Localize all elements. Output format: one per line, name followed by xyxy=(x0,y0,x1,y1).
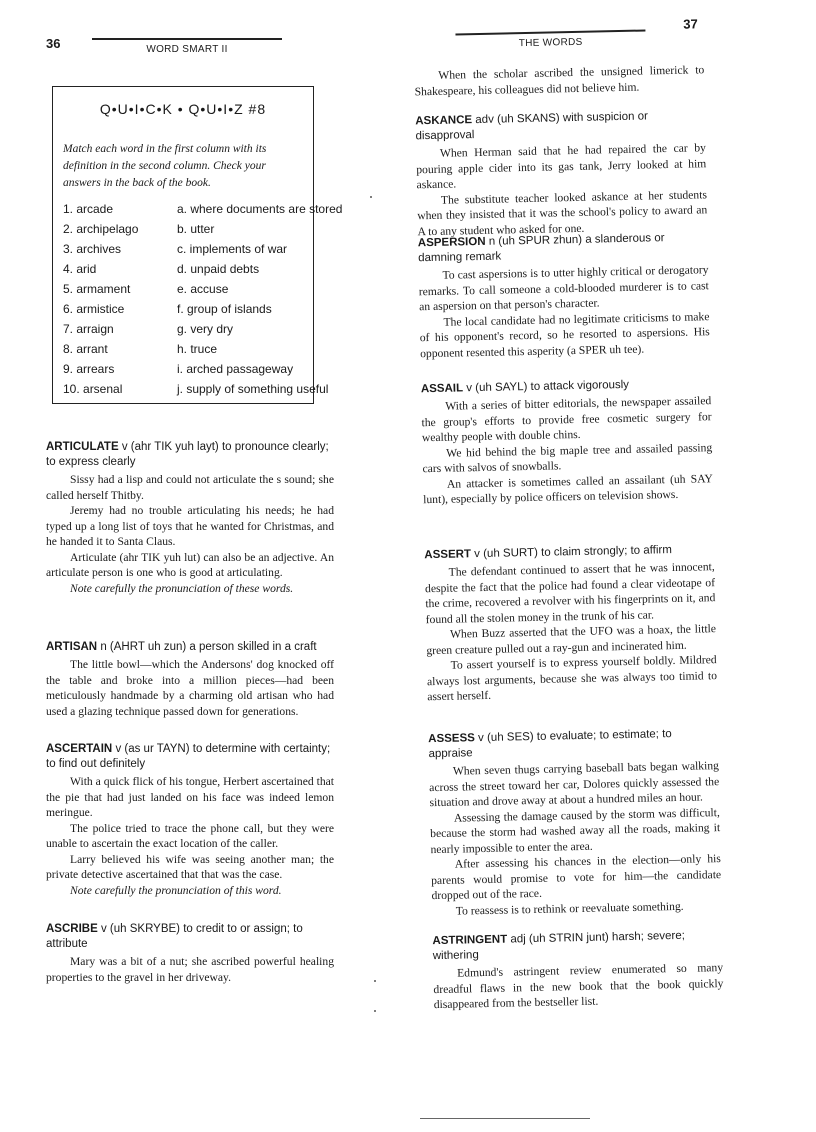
entry-note: To reassess is to rethink or reevaluate something. xyxy=(455,899,684,918)
entry-headword: ASKANCE xyxy=(415,114,473,128)
entry-definition: adv (uh SKANS) with suspicion or disapproval xyxy=(415,110,649,143)
entry-example: Assessing the damage caused by the storm was difficult, because the storm had washed away all the roads, making it nearly impossible to enter the area. xyxy=(430,805,721,856)
entry-assail xyxy=(421,376,714,508)
entry-example: We hid behind the big maple tree and assailed passing cars with salvos of snowballs. xyxy=(422,440,713,476)
quiz-definition: i. arched passageway xyxy=(177,362,294,376)
entry-headword: ARTISAN xyxy=(46,641,98,653)
quiz-word: 7. arraign xyxy=(63,322,114,336)
quiz-definition: e. accuse xyxy=(177,282,229,296)
entry-ascribe-continued xyxy=(414,62,705,99)
entry-example: Jeremy had no trouble articulating his needs; he had typed up a long list of toys that he wanted for Christmas, and he handed it to Santa Claus. xyxy=(46,504,334,548)
entry-aspersion xyxy=(418,230,711,361)
entry-example: With a quick flick of his tongue, Herbert ascertained that the pie that had just landed on his face was indeed lemon meringue. xyxy=(46,775,334,819)
quiz-definition: h. truce xyxy=(177,342,218,356)
entry-note: An attacker is sometimes called an assailant (uh SAY lunt), especially by police officers on television shows. xyxy=(423,471,713,507)
entry-astringent xyxy=(432,928,724,1013)
quiz-definition: b. utter xyxy=(177,222,215,236)
quiz-definition: f. group of islands xyxy=(177,302,272,316)
quiz-word: 6. armistice xyxy=(63,302,125,316)
quiz-definition: a. where documents are stored xyxy=(177,202,343,216)
entry-example: The defendant continued to assert that he was innocent, despite the fact that the police had found a clear videotape of the crime, recovered a revolver with his fingerprints on it, and found all the stolen money in the trunk of his car. xyxy=(424,560,716,626)
entry-definition: v (uh SKRYBE) to credit to or assign; to attribute xyxy=(46,923,303,950)
running-head-left: WORD SMART II xyxy=(146,44,228,55)
entry-headword: ASPERSION xyxy=(417,235,486,250)
entry-example: The local candidate had no legitimate criticisms to make of his opponent's record, so he resorted to aspersions. His opponent resented this asperity (a SPER uh tee). xyxy=(419,309,710,360)
page-number-right: 37 xyxy=(683,16,698,32)
entry-headword: ASCERTAIN xyxy=(46,743,113,755)
entry-headword: ASTRINGENT xyxy=(432,933,508,948)
entry-example: Mary was a bit of a nut; she ascribed powerful healing properties to the gravel in her driveway. xyxy=(46,955,334,984)
entry-definition: n (uh SPUR zhun) a slanderous or damning remark xyxy=(418,232,665,265)
entry-assert xyxy=(424,542,717,705)
entry-definition: n (AHRT uh zun) a person skilled in a craft xyxy=(100,641,317,653)
footer-rule xyxy=(420,1118,590,1119)
entry-note: Articulate (ahr TIK yuh lut) can also be an adjective. An articulate person is one who is good at articulating. xyxy=(46,550,334,579)
header-rule-right xyxy=(455,29,645,34)
entry-example: When seven thugs carrying baseball bats began walking across the street toward her car, Dolores quickly assessed the situation and drove away at about a hundred miles an hour. xyxy=(429,759,720,810)
entry-pronunciation-note: Note carefully the pronunciation of these words. xyxy=(70,581,294,595)
quiz-instructions: Match each word in the first column with its definition in the second column. Check your answers in the back of the book. xyxy=(63,143,267,189)
entry-example: When the scholar ascribed the unsigned limerick to Shakespeare, his colleagues did not believe him. xyxy=(414,63,705,98)
quiz-word: 2. archipelago xyxy=(63,222,139,236)
entry-definition: v (as ur TAYN) to determine with certainty; to find out definitely xyxy=(46,743,331,770)
entry-headword: ASCRIBE xyxy=(46,923,98,935)
entry-example: With a series of bitter editorials, the newspaper assailed the group's efforts to provide free cosmetic surgery for wealthy people with double chins. xyxy=(421,394,712,445)
entry-pronunciation-note: Note carefully the pronunciation of this word. xyxy=(70,883,282,897)
entry-example: When Buzz asserted that the UFO was a hoax, the little green creature pulled out a ray-gun and incinerated him. xyxy=(426,622,717,657)
entry-example: When Herman said that he had repaired the car by pouring apple cider into its gas tank, Jerry looked at him askance. xyxy=(416,141,707,192)
quiz-definition: d. unpaid debts xyxy=(177,262,260,276)
quiz-word: 9. arrears xyxy=(63,362,115,376)
entry-definition: v (ahr TIK yuh layt) to pronounce clearly; to express clearly xyxy=(46,441,329,468)
entry-definition: v (uh SES) to evaluate; to estimate; to appraise xyxy=(428,728,672,761)
quiz-word: 10. arsenal xyxy=(63,382,123,396)
entry-example: After assessing his chances in the election—only his parents would promise to vote for him—the candidate dropped out of the race. xyxy=(431,852,722,903)
entry-example: To cast aspersions is to utter highly critical or derogatory remarks. To call someone a cold-blooded murderer is to cast an aspersion on that person's character. xyxy=(418,263,709,314)
entry-headword: ASSERT xyxy=(424,548,472,562)
entry-headword: ARTICULATE xyxy=(46,441,119,453)
entry-example: The police tried to trace the phone call, but they were unable to ascertain the exact location of the caller. xyxy=(46,821,334,850)
running-head-right: THE WORDS xyxy=(518,36,583,50)
quiz-title: Q•U•I•C•K • Q•U•I•Z #8 xyxy=(99,101,267,117)
entry-example: Larry believed his wife was seeing another man; the private detective ascertained that that was the case. xyxy=(46,852,334,881)
quiz-word: 8. arrant xyxy=(63,342,108,356)
quiz-word: 3. archives xyxy=(63,242,122,256)
entry-example: The little bowl—which the Andersons' dog knocked off the table and broke into a million pieces—had been meticulously handmade by a charming old artisan who had used a glazing technique passed down for generations. xyxy=(46,658,334,718)
entry-definition: v (uh SURT) to claim strongly; to affirm xyxy=(474,544,672,561)
entry-definition: adj (uh STRIN junt) harsh; severe; withering xyxy=(432,929,685,963)
entry-example: Edmund's astringent review enumerated so many dreadful flaws in the new book that the book quickly disappeared from the bestseller list. xyxy=(433,961,724,1012)
entry-definition: v (uh SAYL) to attack vigorously xyxy=(466,378,630,395)
quiz-word: 4. arid xyxy=(63,262,97,276)
quiz-word: 1. arcade xyxy=(63,202,114,216)
entry-askance xyxy=(415,108,708,239)
quiz-definition: c. implements of war xyxy=(177,242,288,256)
quiz-definition: j. supply of something useful xyxy=(177,382,329,396)
entry-example: The substitute teacher looked askance at her students when they insisted that it was the school's policy to award an A to any student who asked for one. xyxy=(417,187,708,238)
entry-headword: ASSAIL xyxy=(420,382,464,396)
entry-note: To assert yourself is to express yourself boldly. Mildred always lost arguments, because she was always too timid to assert herself. xyxy=(426,653,718,704)
entry-assess xyxy=(428,726,722,919)
page-number-left: 36 xyxy=(46,36,61,51)
entry-headword: ASSESS xyxy=(428,732,476,746)
quiz-definition: g. very dry xyxy=(177,322,234,336)
quiz-word: 5. armament xyxy=(63,282,131,296)
entry-example: Sissy had a lisp and could not articulate the s sound; she called herself Thitby. xyxy=(46,473,334,502)
